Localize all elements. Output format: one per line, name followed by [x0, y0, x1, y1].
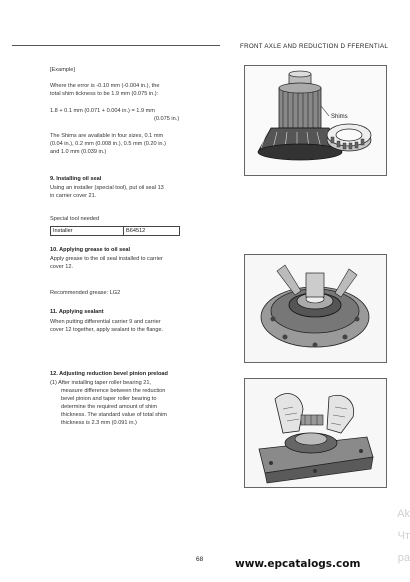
- page-number: 68: [196, 556, 204, 563]
- step12-line-5: thickness. The standard value of total shim: [61, 412, 167, 418]
- example-calc-2: (0.075 in.): [154, 116, 180, 122]
- step11-heading: 11. Applying sealant: [50, 309, 104, 315]
- header-rule: [12, 45, 220, 46]
- pinion-preload-illustration: [245, 379, 386, 487]
- step12-line-6: thickness is 2.3 mm (0.091 in.): [61, 420, 137, 426]
- carrier-cover-illustration: [245, 255, 386, 362]
- page-header-title: FRONT AXLE AND REDUCTION D FFERENTIAL: [240, 43, 389, 50]
- figure-pinion-preload: [244, 378, 387, 488]
- ghost-text-1: Ak: [397, 508, 410, 520]
- ghost-text-2: Чт: [397, 530, 410, 542]
- step12-line-3: bevel pinion and taper roller bearing to: [61, 396, 157, 402]
- example-label: [Example]: [50, 67, 75, 73]
- step11-line-2: cover 12 together, apply sealant to the flange.: [50, 327, 164, 333]
- step10-line-1: Apply grease to the oil seal installed to carrier: [50, 256, 163, 262]
- figure-pinion-shims: [244, 65, 387, 176]
- figure-carrier-cover: [244, 254, 387, 363]
- step12-heading: 12. Adjusting reduction bevel pinion preload: [50, 371, 168, 377]
- step9-heading: 9. Installing oil seal: [50, 176, 102, 182]
- shims-line-3: and 1.0 mm (0.039 in.): [50, 149, 107, 155]
- tool-code-cell: B64512: [124, 227, 180, 236]
- shims-callout: Shims: [331, 114, 348, 120]
- special-tool-table: [50, 226, 180, 236]
- watermark-url: www.epcatalogs.com: [235, 558, 361, 570]
- step12-line-4: determine the required amount of shim: [61, 404, 158, 410]
- table-row: [51, 227, 180, 236]
- shims-line-2: (0.04 in.), 0.2 mm (0.008 in.), 0.5 mm (0.20 in.): [50, 141, 166, 147]
- step9-line-1: Using an installer (special tool), put oil seal 13: [50, 185, 164, 191]
- step12-line-1: (1) After installing taper roller bearing 21,: [50, 380, 152, 386]
- recommended-grease: Recommended grease: LG2: [50, 290, 121, 296]
- example-line-1: Where the error is -0.10 mm (-0.004 in.), the: [50, 83, 160, 89]
- shims-line-1: The Shims are available in four sizes, 0.1 mm: [50, 133, 164, 139]
- step11-line-1: When putting differential carrier 9 and carrier: [50, 319, 161, 325]
- special-tool-label: Special tool needed: [50, 216, 100, 222]
- tool-name-cell: Installer: [51, 227, 124, 236]
- example-calc-1: 1.8 + 0.1 mm (0.071 + 0.004 in.) = 1.9 mm: [50, 108, 155, 114]
- step10-heading: 10. Applying grease to oil seal: [50, 247, 130, 253]
- pinion-shims-illustration: [245, 66, 386, 175]
- step10-line-2: cover 12.: [50, 264, 74, 270]
- example-line-2: total shim tickness to be 1.9 mm (0.075 in.):: [50, 91, 159, 97]
- step9-line-2: in carrier cover 21.: [50, 193, 97, 199]
- ghost-text-3: pa: [397, 552, 410, 564]
- step12-line-2: measure difference between the reduction: [61, 388, 166, 394]
